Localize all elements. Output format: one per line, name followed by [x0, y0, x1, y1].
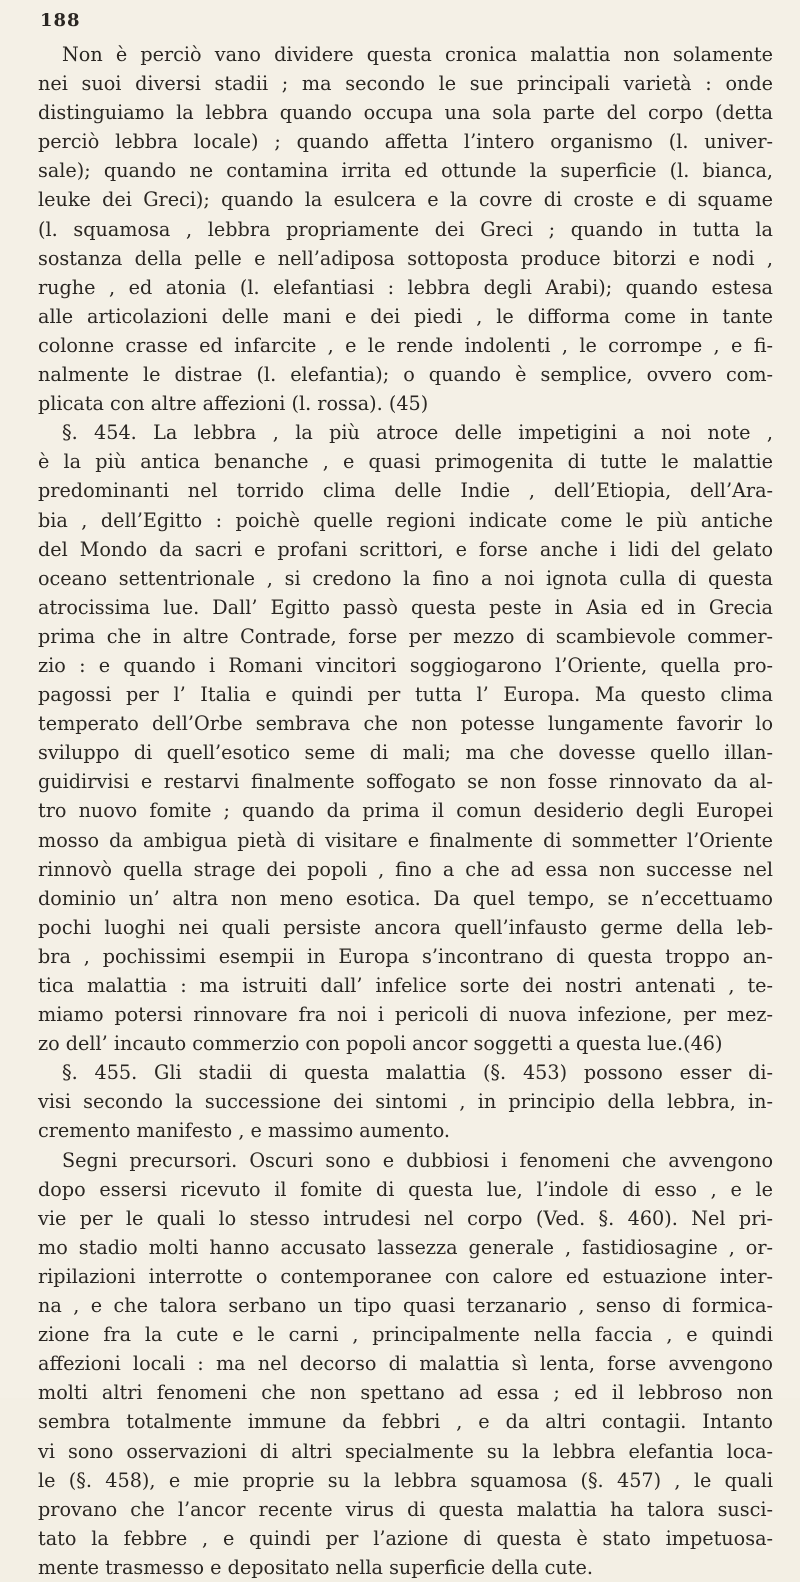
text-line: pagossi per l’ Italia e quindi per tutta l’ Europa. Ma questo clima [38, 683, 773, 707]
text-line: pochi luoghi nei quali persiste ancora quell’infausto germe della leb- [38, 915, 773, 939]
text-line: alle articolazioni delle mani e dei piedi , le difforma come in tante [38, 304, 773, 328]
text-line: rughe , ed atonia (l. elefantiasi : lebbra degli Arabi); quando estesa [38, 275, 773, 299]
text-line: rinnovò quella strage dei popoli , fino a che ad essa non successe nel [38, 857, 773, 881]
text-line: sostanza della pelle e nell’adiposa sottoposta produce bitorzi e nodi , [38, 246, 773, 270]
text-line: atrocissima lue. Dall’ Egitto passò questa peste in Asia ed in Grecia [38, 595, 773, 619]
text-line: colonne crasse ed infarcite , e le rende indolenti , le corrompe , e fi- [38, 333, 773, 357]
text-line: Segni precursori. Oscuri sono e dubbiosi i fenomeni che avvengono [62, 1148, 773, 1172]
text-line: nalmente le distrae (l. elefantia); o quando è semplice, ovvero com- [38, 363, 773, 387]
text-line: §. 454. La lebbra , la più atroce delle impetigini a noi note , [62, 421, 773, 445]
text-line: cremento manifesto , e massimo aumento. [38, 1119, 451, 1143]
text-line: sale); quando ne contamina irrita ed ottunde la superficie (l. bianca, [38, 159, 773, 183]
text-line: mo stadio molti hanno accusato lassezza generale , fastidiosagine , or- [38, 1235, 773, 1259]
text-line: bra , pochissimi esempii in Europa s’incontrano di questa troppo an- [38, 944, 773, 968]
text-line: tato la febbre , e quindi per l’azione di questa è stato impetuosa- [38, 1526, 773, 1550]
text-line: bia , dell’Egitto : poichè quelle regioni indicate come le più antiche [38, 508, 773, 532]
text-line: dominio un’ altra non meno esotica. Da quel tempo, se n’eccettuamo [38, 886, 773, 910]
text-line: del Mondo da sacri e profani scrittori, e forse anche i lidi del gelato [38, 537, 773, 561]
text-line: perciò lebbra locale) ; quando affetta l’intero organismo (l. univer- [38, 130, 773, 154]
text-line: distinguiamo la lebbra quando occupa una sola parte del corpo (detta [38, 101, 773, 125]
text-line: sembra totalmente immune da febbri , e da altri contagii. Intanto [38, 1410, 773, 1434]
text-line: zione fra la cute e le carni , principalmente nella faccia , e quindi [38, 1323, 773, 1347]
text-line: tica malattia : ma istruiti dall’ infelice sorte dei nostri antenati , te- [38, 974, 773, 997]
text-line: miamo potersi rinnovare fra noi i pericoli di nuova infezione, per mez- [38, 1003, 773, 1027]
text-line: provano che l’ancor recente virus di questa malattia ha talora susci- [38, 1497, 773, 1521]
text-line: na , e che talora serbano un tipo quasi terzanario , senso di formica- [38, 1294, 773, 1318]
text-line: mosso da ambigua pietà di visitare e finalmente di sommetter l’Oriente [38, 828, 773, 852]
text-line: zio : e quando i Romani vincitori soggiogarono l’Oriente, quella pro- [38, 653, 773, 677]
text-line: guidirvisi e restarvi finalmente soffogato se non fosse rinnovato da al- [38, 770, 773, 794]
text-line: (l. squamosa , lebbra propriamente dei Greci ; quando in tutta la [38, 217, 773, 241]
text-line: plicata con altre affezioni (l. rossa). (45) [38, 392, 429, 416]
text-line: nei suoi diversi stadii ; ma secondo le sue principali varietà : onde [38, 72, 773, 96]
body-text [38, 40, 773, 1582]
text-line: vi sono osservazioni di altri specialmente su la lebbra elefantia loca- [38, 1439, 773, 1463]
text-line: affezioni locali : ma nel decorso di malattia sì lenta, forse avvengono [38, 1352, 773, 1376]
text-line: vie per le quali lo stesso intrudesi nel corpo (Ved. §. 460). Nel pri- [38, 1206, 773, 1230]
text-line: oceano settentrionale , si credono la fino a noi ignota culla di questa [38, 566, 773, 590]
text-line: prima che in altre Contrade, forse per mezzo di scambievole commer- [38, 624, 773, 648]
text-line: tro nuovo fomite ; quando da prima il comun desiderio degli Europei [38, 799, 773, 823]
text-line: zo dell’ incauto commerzio con popoli ancor soggetti a questa lue.(46) [38, 1032, 723, 1056]
text-line: leuke dei Greci); quando la esulcera e la covre di croste e di squame [38, 188, 773, 212]
text-line: predominanti nel torrido clima delle Indie , dell’Etiopia, dell’Ara- [38, 479, 773, 503]
text-line: visi secondo la successione dei sintomi , in principio della lebbra, in- [38, 1090, 773, 1114]
text-line: Non è perciò vano dividere questa cronica malattia non solamente [62, 43, 773, 66]
text-line: temperato dell’Orbe sembrava che non potesse lungamente favorir lo [38, 712, 773, 736]
text-line: ripilazioni interrotte o contemporanee con calore ed estuazione inter- [38, 1264, 773, 1288]
text-line: §. 455. Gli stadii di questa malattia (§. 453) possono esser di- [62, 1061, 773, 1085]
text-line: sviluppo di quell’esotico seme di mali; ma che dovesse quello illan- [38, 741, 773, 765]
text-line: molti altri fenomeni che non spettano ad essa ; ed il lebbroso non [38, 1381, 773, 1405]
text-line: dopo essersi ricevuto il fomite di questa lue, l’indole di esso , e le [38, 1177, 773, 1201]
text-line: è la più antica benanche , e quasi primogenita di tutte le malattie [38, 450, 773, 474]
text-line: le (§. 458), e mie proprie su la lebbra squamosa (§. 457) , le quali [38, 1468, 773, 1492]
text-line: mente trasmesso e depositato nella superficie della cute. [38, 1555, 593, 1579]
page-number: 188 [40, 10, 81, 31]
